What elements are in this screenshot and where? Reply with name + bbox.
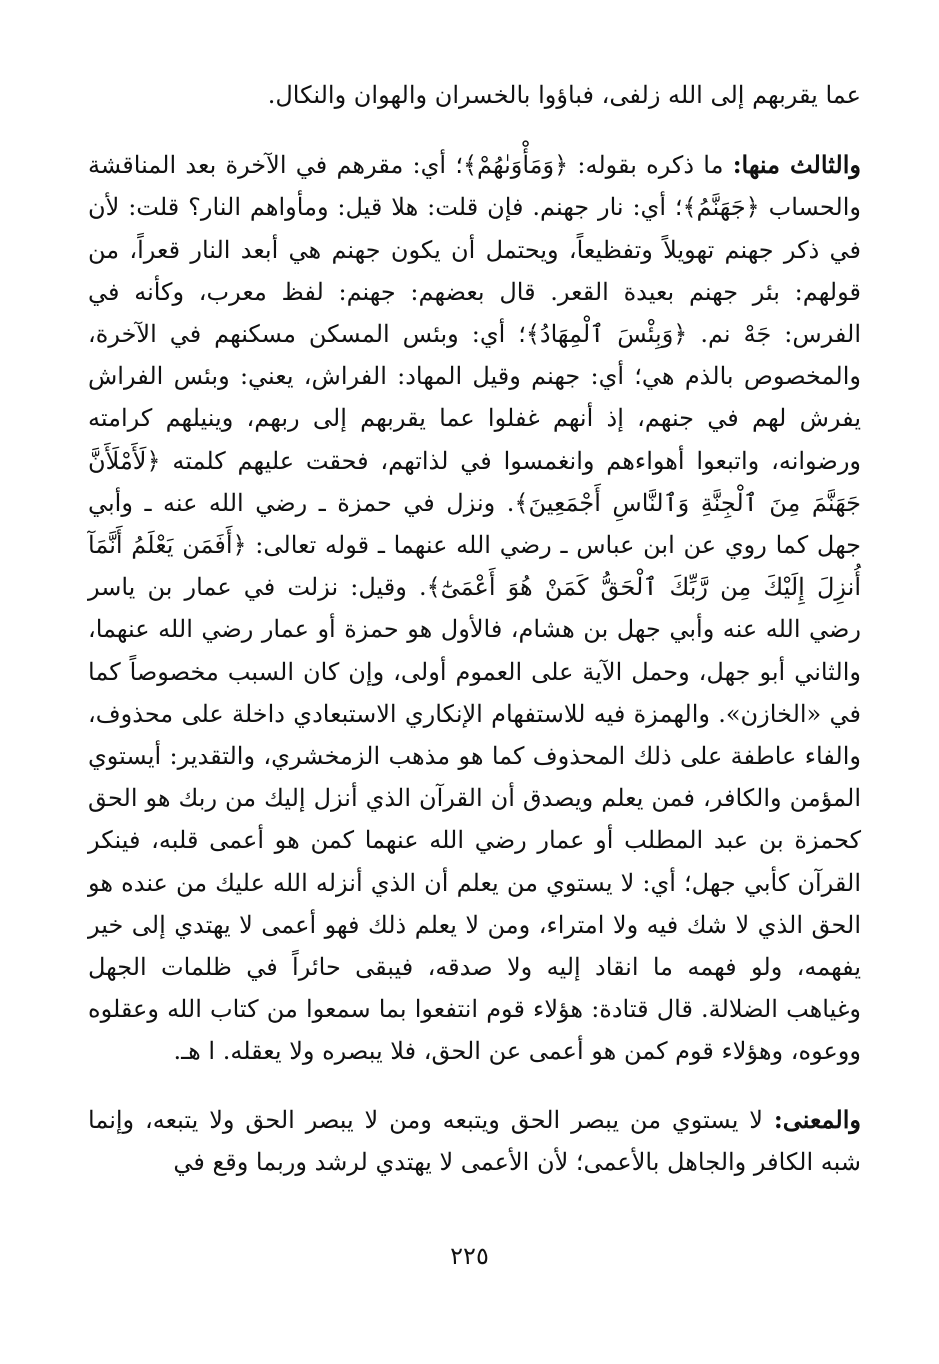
main-paragraph-heading: والثالث منها: bbox=[732, 150, 861, 180]
intro-text: عما يقربهم إلى الله زلفى، فباؤوا بالخسران والهوان والنكال. bbox=[267, 81, 861, 109]
main-paragraph bbox=[88, 144, 861, 1072]
meaning-paragraph-body: لا يستوي من يبصر الحق ويتبعه ومن لا يبصر الحق ولا يتبعه، وإنما شبه الكافر والجاهل بالأعمى؛ لأن الأعمى لا يهتدي لرشد وربما وقع في bbox=[88, 1105, 861, 1176]
meaning-paragraph bbox=[88, 1099, 861, 1183]
intro-paragraph bbox=[88, 74, 861, 116]
meaning-paragraph-heading: والمعنى: bbox=[773, 1104, 861, 1134]
page-number: ٢٢٥ bbox=[450, 1242, 489, 1270]
main-paragraph-body: ما ذكره بقوله: ﴿وَمَأْوَىٰهُمْ﴾؛ أي: مقرهم في الآخرة بعد المناقشة والحساب ﴿جَهَنَّمُ﴾؛ أي: نار جهنم. فإن قلت: هلا قيل: ومأواهم النار؟ قلت: لأن في ذكر جهنم تهويلاً وتفظيعاً، ويحتمل أن يكون جهنم هي أبعد النار قعراً، من قولهم: بئر جهنم بعيدة القعر. قال بعضهم: جهنم: لفظ معرب، وكأنه في الفرس: جَهْ نم. ﴿وَبِئْسَ ٱلْمِهَادُ﴾؛ أي: وبئس المسكن مسكنهم في الآخرة، والمخصوص بالذم هي؛ أي: جهنم وقيل المهاد: الفراش، يعني: وبئس الفراش يفرش لهم في جنهم، إذ أنهم غفلوا عما يقربهم إلى ربهم، وينيلهم كرامته ورضوانه، واتبعوا أهواءهم وانغمسوا في لذاتهم، فحقت عليهم كلمته ﴿لَأَمْلَأَنَّ جَهَنَّمَ مِنَ ٱلْجِنَّةِ وَٱلنَّاسِ أَجْمَعِينَ﴾. ونزل في حمزة ـ رضي الله عنه ـ وأبي جهل كما روي عن ابن عباس ـ رضي الله عنهما ـ قوله تعالى: ﴿أَفَمَن يَعْلَمُ أَنَّمَآ أُنزِلَ إِلَيْكَ مِن رَّبِّكَ ٱلْحَقُّ كَمَنْ هُوَ أَعْمَىٰٓ﴾. وقيل: نزلت في عمار بن ياسر رضي الله عنه وأبي جهل بن هشام، فالأول هو حمزة أو عمار رضي الله عنهما، والثاني أبو جهل، وحمل الآية على العموم أولى، وإن كان السبب مخصوصاً كما في «الخازن». والهمزة فيه للاستفهام الإنكاري الاستبعادي داخلة على محذوف، والفاء عاطفة على ذلك المحذوف كما هو مذهب الزمخشري، والتقدير: أيستوي المؤمن والكافر، فمن يعلم ويصدق أن القرآن الذي أنزل إليك من ربك هو الحق كحمزة بن عبد المطلب أو عمار رضي الله عنهما كمن هو أعمى قلبه، فينكر القرآن كأبي جهل؛ أي: لا يستوي من يعلم أن الذي أنزله الله عليك من عنده هو الحق الذي لا شك فيه ولا امتراء، ومن لا يعلم ذلك فهو أعمى لا يهتدي إلى خير يفهمه، ولو فهمه ما انقاد إليه ولا صدقه، فيبقى حائراً في ظلمات الجهل وغياهب الضلالة. قال قتادة: هؤلاء قوم انتفعوا بما سمعوا من كتاب الله وعقلوه ووعوه، وهؤلاء قوم كمن هو أعمى عن الحق، فلا يبصره ولا يعقله. ا هـ. bbox=[88, 151, 862, 1066]
